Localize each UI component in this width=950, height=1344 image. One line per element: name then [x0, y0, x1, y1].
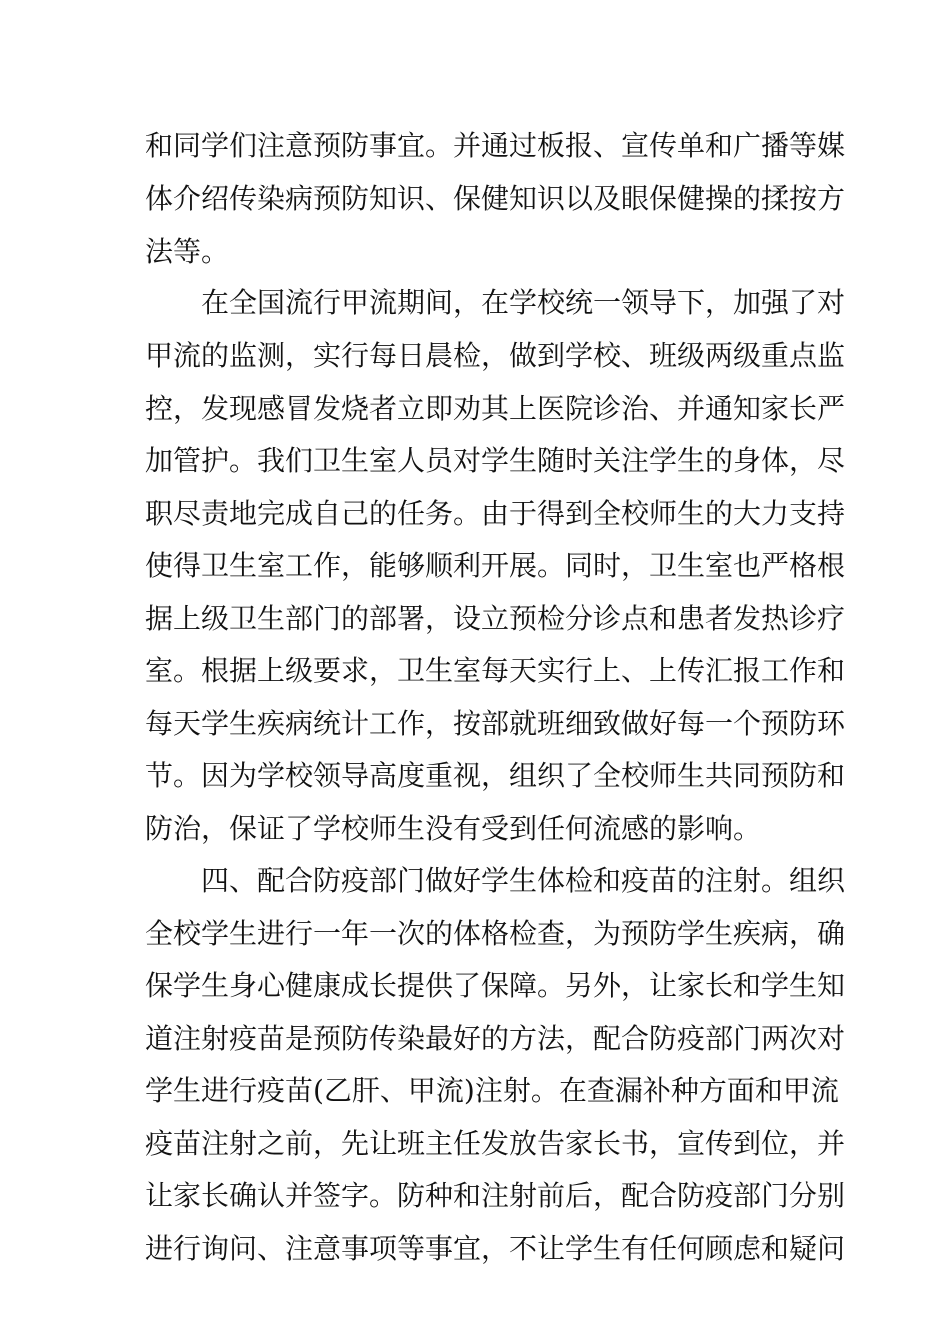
paragraph-2-line-3: 控，发现感冒发烧者立即劝其上医院诊治、并通知家长严	[145, 392, 846, 425]
paragraph-2-line-11: 防治，保证了学校师生没有受到任何流感的影响。	[145, 812, 762, 845]
paragraph-2-line-6: 使得卫生室工作，能够顺利开展。同时，卫生室也严格根	[145, 549, 846, 582]
paragraph-2-line-5: 职尽责地完成自己的任务。由于得到全校师生的大力支持	[145, 497, 846, 530]
paragraph-1-line-1: 和同学们注意预防事宜。并通过板报、宣传单和广播等媒	[145, 129, 846, 162]
paragraph-3-line-8: 进行询问、注意事项等事宜，不让学生有任何顾虑和疑问	[145, 1232, 846, 1265]
paragraph-3-line-4: 道注射疫苗是预防传染最好的方法，配合防疫部门两次对	[145, 1022, 846, 1055]
paragraph-2-line-4: 加管护。我们卫生室人员对学生随时关注学生的身体，尽	[145, 444, 846, 477]
paragraph-2-line-1: 在全国流行甲流期间，在学校统一领导下，加强了对	[201, 286, 846, 319]
paragraph-2-line-10: 节。因为学校领导高度重视，组织了全校师生共同预防和	[145, 759, 846, 792]
paragraph-3-line-6: 疫苗注射之前，先让班主任发放告家长书，宣传到位，并	[145, 1127, 846, 1160]
paragraph-3-line-7: 让家长确认并签字。防种和注射前后，配合防疫部门分别	[145, 1179, 846, 1212]
paragraph-2-line-9: 每天学生疾病统计工作，按部就班细致做好每一个预防环	[145, 707, 846, 740]
paragraph-3-line-2: 全校学生进行一年一次的体格检查，为预防学生疾病，确	[145, 917, 846, 950]
paragraph-2-line-2: 甲流的监测，实行每日晨检，做到学校、班级两级重点监	[145, 339, 846, 372]
paragraph-3-line-5: 学生进行疫苗(乙肝、甲流)注射。在查漏补种方面和甲流	[145, 1074, 839, 1107]
paragraph-2-line-8: 室。根据上级要求，卫生室每天实行上、上传汇报工作和	[145, 654, 846, 687]
paragraph-2-line-7: 据上级卫生部门的部署，设立预检分诊点和患者发热诊疗	[145, 602, 846, 635]
paragraph-3-line-3: 保学生身心健康成长提供了保障。另外，让家长和学生知	[145, 969, 846, 1002]
paragraph-1-line-3: 法等。	[145, 235, 230, 268]
paragraph-1-line-2: 体介绍传染病预防知识、保健知识以及眼保健操的揉按方	[145, 182, 846, 215]
paragraph-3-line-1: 四、配合防疫部门做好学生体检和疫苗的注射。组织	[201, 864, 846, 897]
